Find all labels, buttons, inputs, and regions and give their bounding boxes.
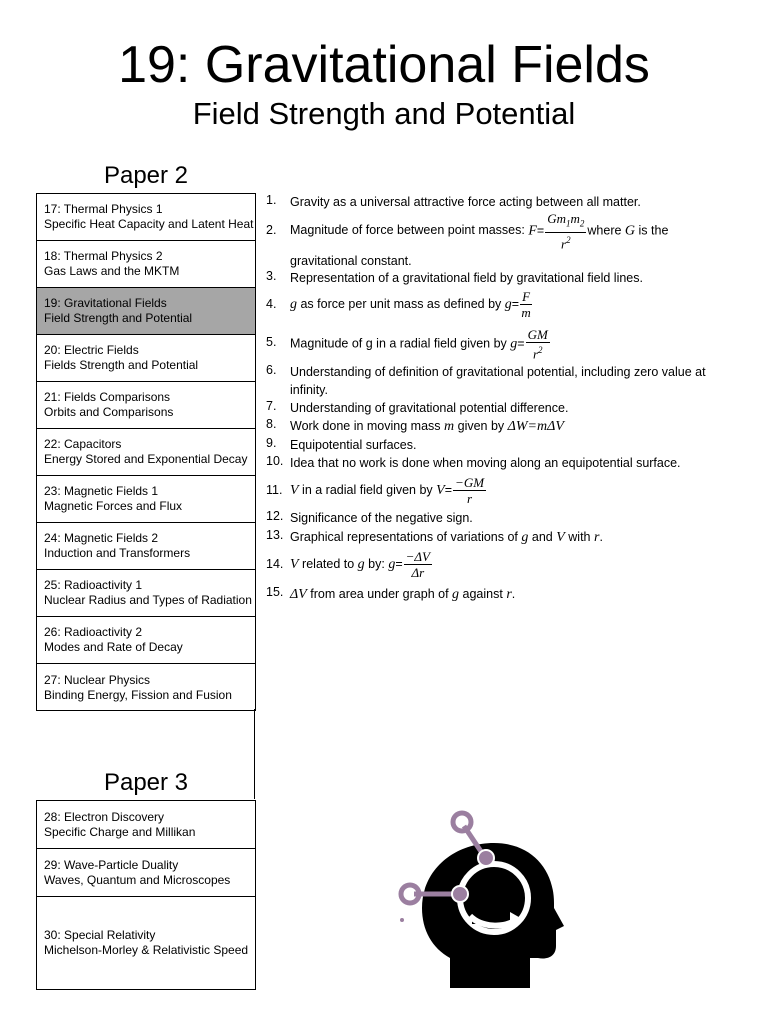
topic-item[interactable] [37,476,255,523]
topic-subtitle: Waves, Quantum and Microscopes [44,872,231,887]
objective-item: 13. Graphical representations of variations of g and V with r. [266,528,603,545]
topic-title: 27: Nuclear Physics [44,672,151,687]
topic-item[interactable] [37,801,255,849]
topic-subtitle: Fields Strength and Potential [44,358,199,372]
head-brain-icon [392,808,567,988]
objective-item: 6. Understanding of definition of gravitational potential, including zero value at infinity. [266,363,706,397]
paper-3-topic-list [36,800,256,990]
topic-item[interactable] [37,664,255,711]
topic-subtitle: Specific Charge and Millikan [44,824,196,839]
topic-item[interactable] [37,241,255,288]
topic-item[interactable] [37,617,255,664]
topic-title: 22: Capacitors [44,437,122,451]
topic-title: 17: Thermal Physics 1 [44,202,163,216]
objective-item: 10. Idea that no work is done when moving along an equipotential surface. [266,454,681,470]
topic-subtitle: Energy Stored and Exponential Decay [44,452,248,466]
objective-item: 2. Magnitude of force between point masses: F= $\frac{Gm_1m_2}{r^2}$ where G is the gravitational constant. [266,211,669,268]
topic-item[interactable] [37,849,255,897]
topic-title: 29: Wave-Particle Duality [44,857,179,872]
objective-item: 12. Significance of the negative sign. [266,509,473,525]
paper-2-topic-list [36,193,256,711]
topic-subtitle: Gas Laws and the MKTM [44,264,180,278]
topic-subtitle: Modes and Rate of Decay [44,640,183,654]
topic-item[interactable] [37,382,255,429]
topic-subtitle: Induction and Transformers [44,546,191,560]
objective-item: 9. Equipotential surfaces. [266,436,417,452]
paper-2-heading: Paper 2 [103,162,189,189]
topic-title: 26: Radioactivity 2 [44,625,143,639]
objective-item: 8. Work done in moving mass m given by ΔW=mΔV [266,417,564,434]
topic-subtitle: Magnetic Forces and Flux [44,499,183,513]
objective-item: 4. g as force per unit mass as defined by g= $\frac{F}{m}$ [266,289,531,320]
topic-subtitle: Nuclear Radius and Types of Radiation [44,593,252,607]
topic-title: 25: Radioactivity 1 [44,578,143,592]
topic-subtitle: Field Strength and Potential [44,311,193,325]
topic-item[interactable] [37,570,255,617]
objective-item: 15. ΔV from area under graph of g against r. [266,585,516,602]
topic-item[interactable] [37,194,255,241]
topic-title: 23: Magnetic Fields 1 [44,484,159,498]
topic-title: 28: Electron Discovery [44,809,165,824]
topic-subtitle: Michelson-Morley & Relativistic Speed [44,943,249,957]
topic-subtitle: Orbits and Comparisons [44,405,174,419]
topic-title: 18: Thermal Physics 2 [44,249,163,263]
topic-title: 30: Special Relativity [44,928,156,942]
objective-item: 1. Gravity as a universal attractive force acting between all matter. [266,193,641,209]
page-title: 19: Gravitational Fields [118,36,650,94]
objective-item: 5. Magnitude of g in a radial field given by g= $\frac{GM}{r^2}$ [266,327,548,362]
topic-item[interactable] [37,897,255,989]
objective-item: 11. V in a radial field given by V= $\frac{-GM}{r}$ [266,475,485,506]
topic-title: 19: Gravitational Fields [44,296,167,310]
topic-subtitle: Specific Heat Capacity and Latent Heat [44,217,254,231]
topic-title: 21: Fields Comparisons [44,390,171,404]
objective-item: 14. V related to g by: g= $\frac{-\Delta V}{\Delta r}$ [266,549,430,580]
topic-item[interactable] [37,335,255,382]
topic-subtitle: Binding Energy, Fission and Fusion [44,687,232,702]
topic-item[interactable] [37,429,255,476]
topic-title: 20: Electric Fields [44,343,139,357]
paper-3-heading: Paper 3 [103,769,189,796]
topic-title: 24: Magnetic Fields 2 [44,531,159,545]
topic-item[interactable] [37,523,255,570]
objective-item: 3. Representation of a gravitational field by gravitational field lines. [266,269,643,285]
topic-item[interactable] [37,288,255,335]
objective-item: 7. Understanding of gravitational potential difference. [266,399,569,415]
page-subtitle: Field Strength and Potential [192,96,576,131]
